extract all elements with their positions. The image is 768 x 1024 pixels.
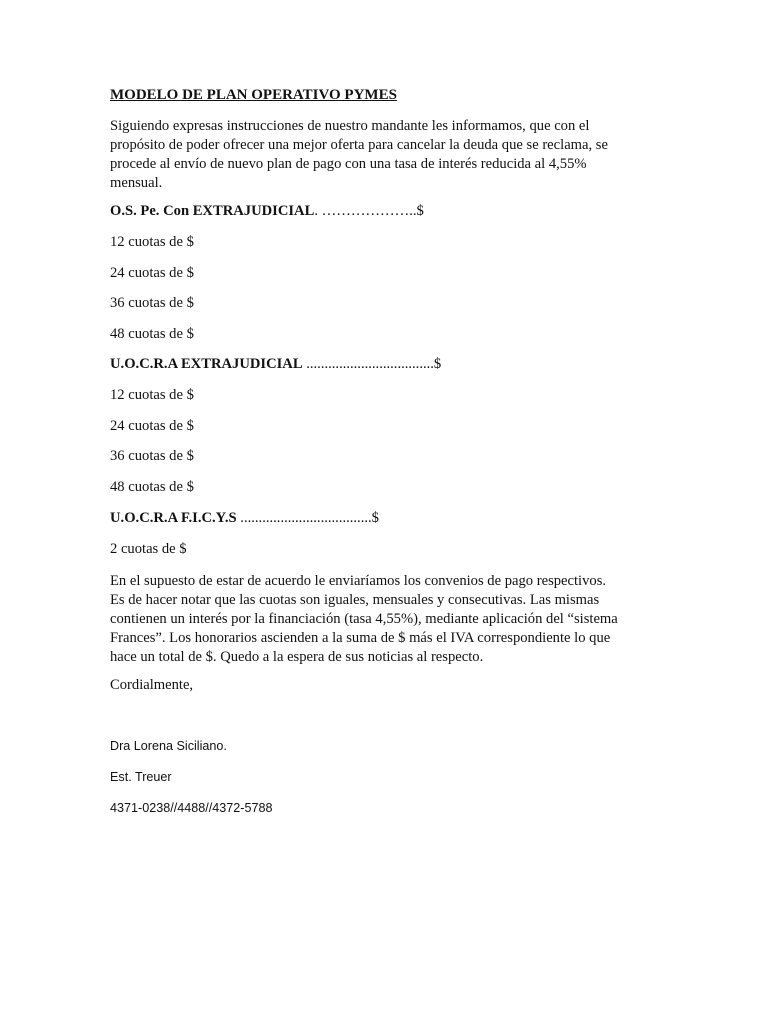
closing-line: En el supuesto de estar de acuerdo le enviaríamos los convenios de pago respectivos. xyxy=(110,573,607,589)
closing-line: contienen un interés por la financiación (tasa 4,55%), mediante aplicación del “sistema xyxy=(110,611,618,627)
intro-paragraph xyxy=(110,117,650,193)
section-heading-label: U.O.C.R.A EXTRAJUDICIAL xyxy=(110,356,303,372)
section-heading-dots: . ………………..$ xyxy=(314,203,424,219)
installment-item: 24 cuotas de $ xyxy=(110,265,194,281)
signature-name: Dra Lorena Siciliano. xyxy=(110,739,227,753)
installment-item: 48 cuotas de $ xyxy=(110,326,194,342)
intro-line: propósito de poder ofrecer una mejor oferta para cancelar la deuda que se reclama, se xyxy=(110,137,608,153)
intro-line: procede al envío de nuevo plan de pago con una tasa de interés reducida al 4,55% xyxy=(110,156,587,172)
signature-firm: Est. Treuer xyxy=(110,770,172,784)
section-heading-label: U.O.C.R.A F.I.C.Y.S xyxy=(110,510,237,526)
document-title: MODELO DE PLAN OPERATIVO PYMES xyxy=(110,87,397,103)
section-heading-label: O.S. Pe. Con EXTRAJUDICIAL xyxy=(110,203,315,219)
section-heading-dots: ...................................$ xyxy=(302,356,442,372)
salutation: Cordialmente, xyxy=(110,677,194,693)
closing-line: Frances”. Los honorarios ascienden a la suma de $ más el IVA correspondiente lo que xyxy=(110,630,611,646)
section-heading-os-pe xyxy=(110,202,424,221)
installment-item: 48 cuotas de $ xyxy=(110,479,194,495)
installment-item: 2 cuotas de $ xyxy=(110,541,187,557)
installment-item: 24 cuotas de $ xyxy=(110,418,194,434)
closing-line: Es de hacer notar que las cuotas son iguales, mensuales y consecutivas. Las mismas xyxy=(110,592,600,608)
intro-line: Siguiendo expresas instrucciones de nuestro mandante les informamos, que con el xyxy=(110,118,590,134)
section-heading-uocra-ficys xyxy=(110,509,379,528)
closing-line: hace un total de $. Quedo a la espera de sus noticias al respecto. xyxy=(110,649,484,665)
closing-paragraph xyxy=(110,572,660,667)
intro-line: mensual. xyxy=(110,175,163,191)
section-heading-uocra-extrajudicial xyxy=(110,355,441,374)
installment-item: 36 cuotas de $ xyxy=(110,295,194,311)
installment-item: 12 cuotas de $ xyxy=(110,234,194,250)
section-heading-dots: ....................................$ xyxy=(236,510,379,526)
signature-phone: 4371-0238//4488//4372-5788 xyxy=(110,801,273,815)
installment-item: 36 cuotas de $ xyxy=(110,448,194,464)
installment-item: 12 cuotas de $ xyxy=(110,387,194,403)
